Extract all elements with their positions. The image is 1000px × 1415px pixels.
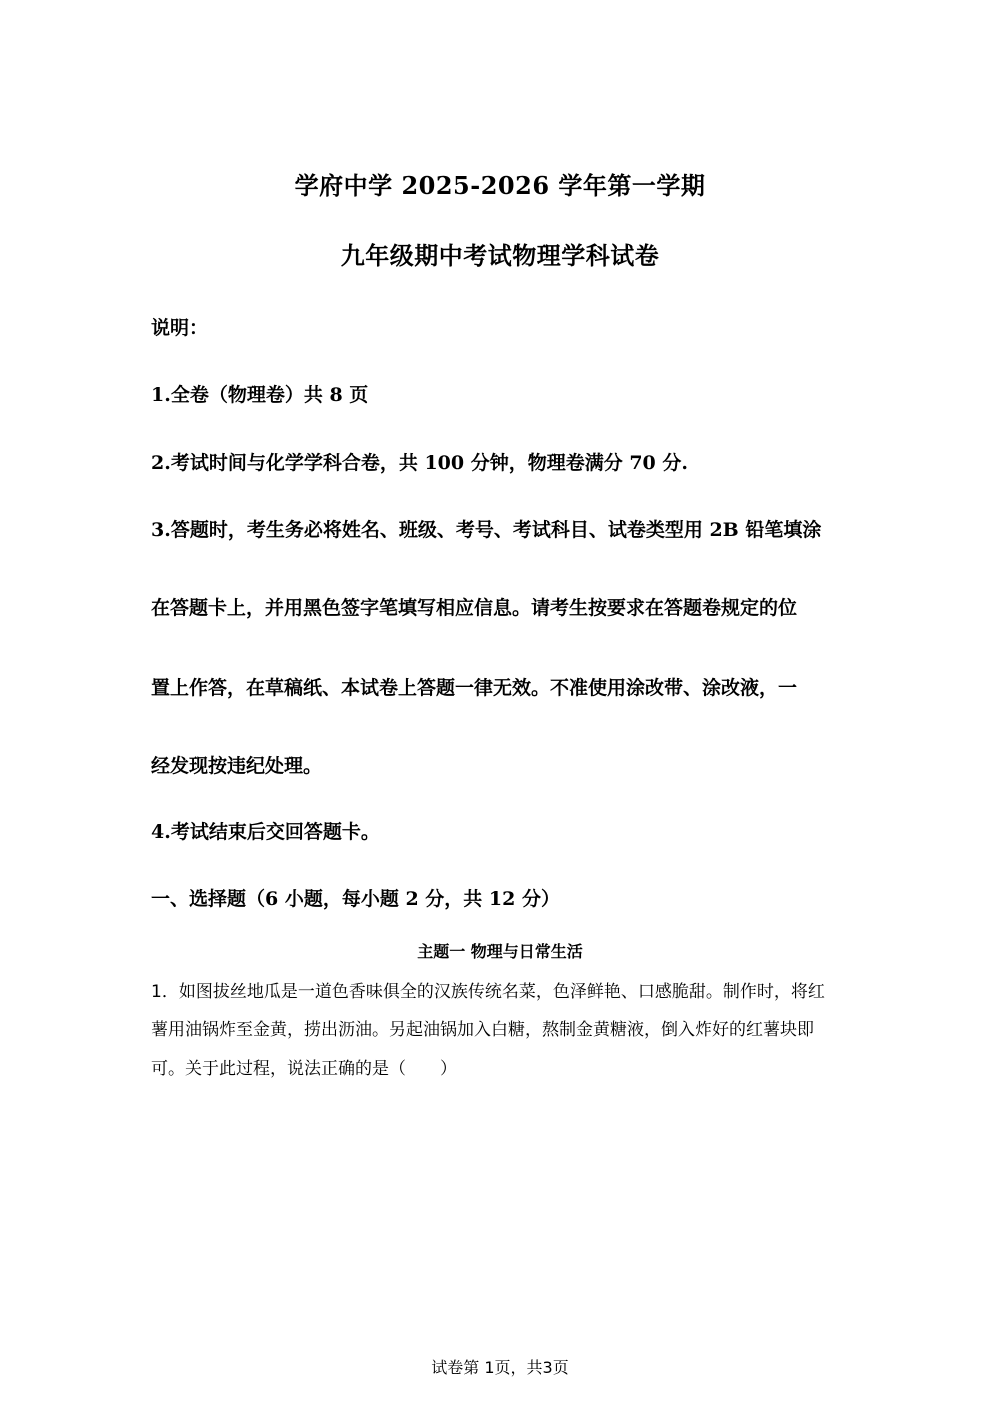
instruction-item-4: 4.考试结束后交回答题卡。	[151, 821, 380, 843]
instruction-item-3-line-3: 置上作答，在草稿纸、本试卷上答题一律无效。不准使用涂改带、涂改液，一	[151, 677, 798, 699]
question-1-line-2: 薯用油锅炸至金黄，捞出沥油。另起油锅加入白糖，熬制金黄糖液，倒入炸好的红薯块即	[151, 1020, 814, 1040]
instruction-item-1: 1.全卷（物理卷）共 8 页	[151, 384, 369, 406]
instruction-item-3-line-4: 经发现按违纪处理。	[151, 755, 323, 777]
question-1-line-3: 可。关于此过程，说法正确的是（ ）	[151, 1059, 457, 1079]
exam-title-subject: 九年级期中考试物理学科试卷	[340, 241, 660, 270]
instructions-heading: 说明：	[151, 317, 209, 339]
instruction-item-3-line-2: 在答题卡上，并用黑色签字笔填写相应信息。请考生按要求在答题卷规定的位	[151, 597, 798, 619]
section-heading-multiple-choice: 一、选择题（6 小题，每小题 2 分，共 12 分）	[151, 888, 560, 910]
exam-title-school-term: 学府中学 2025-2026 学年第一学期	[294, 171, 706, 200]
question-1-line-1: 1．如图拔丝地瓜是一道色香味俱全的汉族传统名菜，色泽鲜艳、口感脆甜。制作时，将红	[151, 982, 825, 1002]
topic-heading: 主题一 物理与日常生活	[417, 942, 583, 961]
instruction-item-3-line-1: 3.答题时，考生务必将姓名、班级、考号、考试科目、试卷类型用 2B 铅笔填涂	[151, 519, 822, 541]
instruction-item-2: 2.考试时间与化学学科合卷，共 100 分钟，物理卷满分 70 分.	[151, 452, 689, 474]
page-footer: 试卷第 1页，共3页	[431, 1358, 569, 1377]
